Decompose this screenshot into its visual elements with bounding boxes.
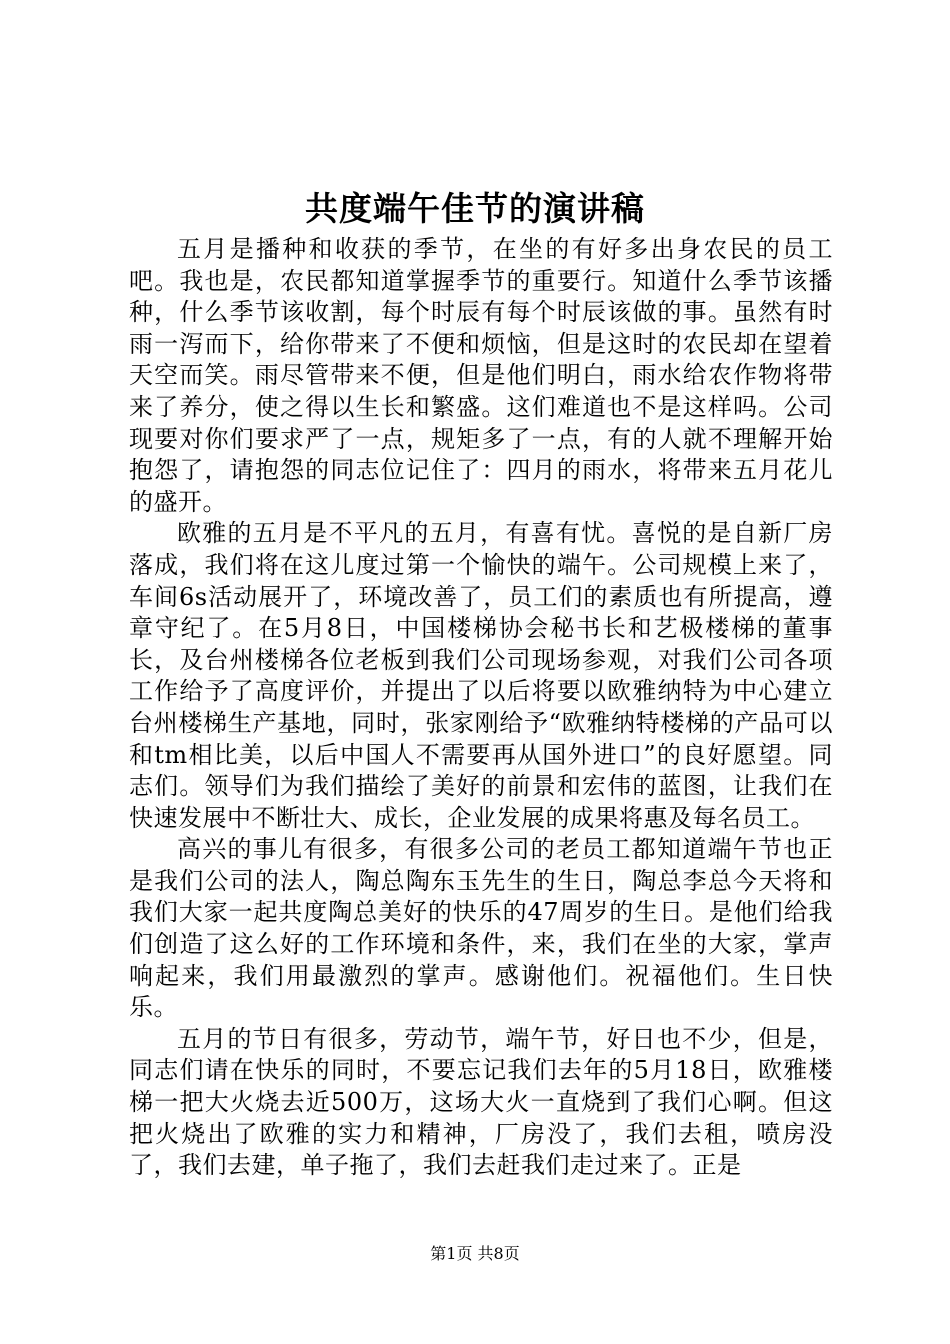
document-title: 共度端午佳节的演讲稿 (305, 189, 645, 228)
paragraph: 欧雅的五月是不平凡的五月，有喜有忧。喜悦的是自新厂房落成，我们将在这儿度过第一个愉快的端午。公司规模上来了，车间6s活动展开了，环境改善了，员工们的素质也有所提高，遵章守纪了。在5月8日，中国楼梯协会秘书长和艺极楼梯的董事长，及台州楼梯各位老板到我们公司现场参观，对我们公司各项工作给予了高度评价，并提出了以后将要以欧雅纳特为中心建立台州楼梯生产基地，同时，张家刚给予“欧雅纳特楼梯的产品可以和tm相比美，以后中国人不需要再从国外进口”的良好愿望。同志们。领导们为我们描绘了美好的前景和宏伟的蓝图，让我们在快速发展中不断壮大、成长，企业发展的成果将惠及每名员工。 (129, 519, 833, 832)
document-body (129, 234, 833, 1182)
paragraph: 高兴的事儿有很多，有很多公司的老员工都知道端午节也正是我们公司的法人，陶总陶东玉先生的生日，陶总李总今天将和我们大家一起共度陶总美好的快乐的47周岁的生日。是他们给我们创造了这么好的工作环境和条件，来，我们在坐的大家，掌声响起来，我们用最激烈的掌声。感谢他们。祝福他们。生日快乐。 (129, 835, 833, 1022)
paragraph: 五月的节日有很多，劳动节，端午节，好日也不少，但是，同志们请在快乐的同时，不要忘记我们去年的5月18日，欧雅楼梯一把大火烧去近500万，这场大火一直烧到了我们心啊。但这把火烧出了欧雅的实力和精神，厂房没了，我们去租，喷房没了，我们去建，单子拖了，我们去赶我们走过来了。正是 (129, 1024, 833, 1180)
paragraph: 五月是播种和收获的季节，在坐的有好多出身农民的员工吧。我也是，农民都知道掌握季节的重要行。知道什么季节该播种，什么季节该收割，每个时辰有每个时辰该做的事。虽然有时雨一泻而下，给你带来了不便和烦恼，但是这时的农民却在望着天空而笑。雨尽管带来不便，但是他们明白，雨水给农作物将带来了养分，使之得以生长和繁盛。这们难道也不是这样吗。公司现要对你们要求严了一点，规矩多了一点，有的人就不理解开始抱怨了，请抱怨的同志位记住了：四月的雨水，将带来五月花儿的盛开。 (129, 235, 833, 516)
page-number-footer: 第1页 共8页 (430, 1244, 520, 1263)
